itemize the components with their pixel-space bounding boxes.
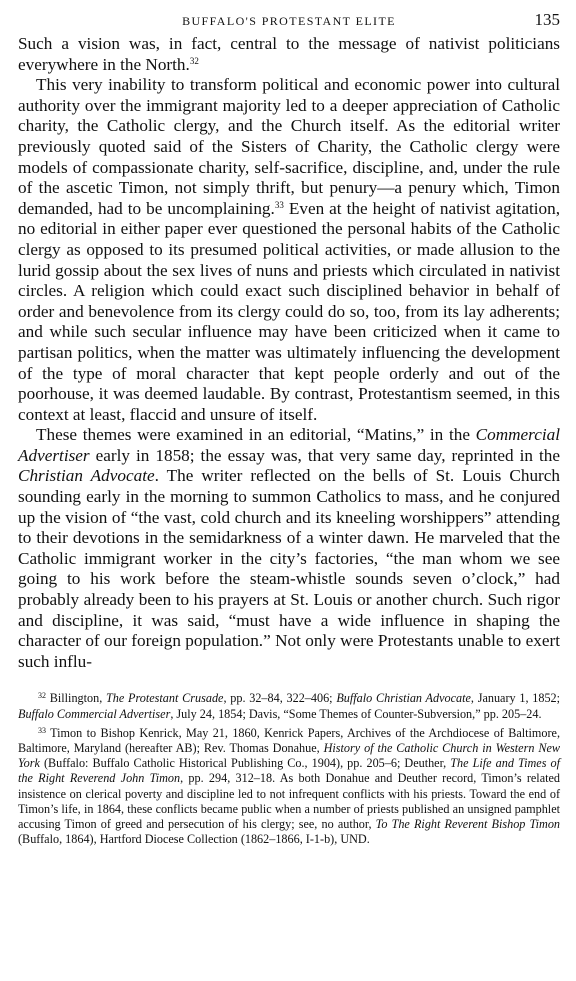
publication-title: Commercial Advertiser: [18, 425, 560, 465]
footnote-32: [18, 691, 560, 721]
paragraph-3-text-b: early in 1858; the essay was, that very same day, reprinted in the: [89, 445, 560, 465]
footnote-33: [18, 726, 560, 848]
cited-title: The Life and Times of the Right Reverend John Timon: [18, 756, 560, 786]
cited-title: History of the Catholic Church in Western New York: [18, 741, 560, 771]
publication-title: Christian Advocate: [18, 466, 155, 486]
cited-title: Buffalo Christian Advocate: [336, 691, 471, 706]
cited-title: The Protestant Crusade: [106, 691, 224, 706]
running-head: [18, 10, 560, 32]
footnote-text: , July 24, 1854; Davis, “Some Themes of Counter-Subversion,” pp. 205–24.: [170, 706, 542, 721]
paragraph-1-text: Such a vision was, in fact, central to the message of nativist politicians everywhere in the North.: [18, 34, 560, 74]
footnote-text: (Buffalo: Buffalo Catholic Historical Publishing Co., 1904), pp. 205–6; Deuther,: [39, 756, 451, 771]
footnote-ref-33[interactable]: 33: [274, 199, 284, 210]
footnote-text: (Buffalo, 1864), Hartford Diocese Collection (1862–1866, I-1-b), UND.: [18, 832, 370, 847]
cited-title: Buffalo Commercial Advertiser: [18, 706, 171, 721]
paragraph-1: [18, 34, 560, 75]
footnote-text: Timon to Bishop Kenrick, May 21, 1860, Kenrick Papers, Archives of the Archdiocese of Baltimore, Baltimore, Maryland (hereafter AB); Rev. Thomas Donahue,: [18, 725, 560, 756]
paragraph-2-text-a: This very inability to transform political and economic power into cultural authority over the immigrant majority led to a deeper appreciation of Catholic charity, the Catholic clergy, and the Church itself. As the editorial writer previously quoted said of the Sisters of Charity, the Catholic clergy were models of compassionate charity, self-sacrifice, discipline, and, under the rule of the ascetic Timon, not simply thrift, but penury—a penury which, Timon demanded, had to be uncomplaining.: [18, 75, 560, 218]
paragraph-3: [18, 425, 560, 672]
footnote-ref-32[interactable]: 32: [189, 55, 199, 66]
footnote-number: 33: [38, 725, 46, 735]
footnote-text: , pp. 32–84, 322–406;: [223, 691, 337, 706]
page-number: 135: [534, 10, 560, 29]
footnote-number: 32: [38, 691, 46, 701]
body-text: [18, 34, 560, 672]
paragraph-3-text-a: These themes were examined in an editorial, “Matins,” in the: [36, 425, 476, 445]
footnotes: [18, 691, 560, 847]
paragraph-2: [18, 75, 560, 425]
paragraph-3-text-c: . The writer reflected on the bells of St. Louis Church sounding early in the morning to summon Catholics to mass, and he conjured up the vision of “the vast, cold church and its kneeling worshippers” attending to their devotions in the semidarkness of a winter dawn. He marveled that the Catholic immigrant worker in the city’s factories, “the man whom we see going to his work before the steam-whistle sounds seven o’clock,” had probably already been to his prayers at St. Louis or another church. Such rigor and discipline, it was said, “must have a wide influence in shaping the character of our foreign population.” Not only were Protestants unable to exert such influ-: [18, 466, 560, 671]
footnote-text: , January 1, 1852;: [470, 691, 561, 706]
cited-title: To The Right Reverent Bishop Timon: [375, 817, 561, 832]
footnote-text: , pp. 294, 312–18. As both Donahue and Deuther record, Timon’s related insistence on clerical poverty and discipline led to not infrequent conflicts with his priests. Toward the end of Timon’s life, in 1864, these conflicts became public when a number of priests published an unsigned pamphlet accusing Timon of greed and persecution of his clergy; see, no author,: [18, 771, 560, 832]
footnote-text: Billington,: [49, 691, 107, 706]
paragraph-2-text-b: Even at the height of nativist agitation, no editorial in either paper ever questioned the personal habits of the Catholic clergy as opposed to its presumed political activities, or made allusion to the lurid gossip about the sex lives of nuns and priests which circulated in nativist circles. A religion which could exact such disciplined behavior in behalf of order and benevolence from its clergy could do so, too, from its lay adherents; and while such secular influence may have been criticized when it came to partisan politics, when the matter was ultimately influencing the development of the type of moral character that kept people orderly and out of the poorhouse, it was deemed laudable. By contrast, Protestantism seemed, in this context at least, flaccid and unsure of itself.: [18, 198, 560, 424]
running-title: BUFFALO'S PROTESTANT ELITE: [182, 14, 396, 28]
